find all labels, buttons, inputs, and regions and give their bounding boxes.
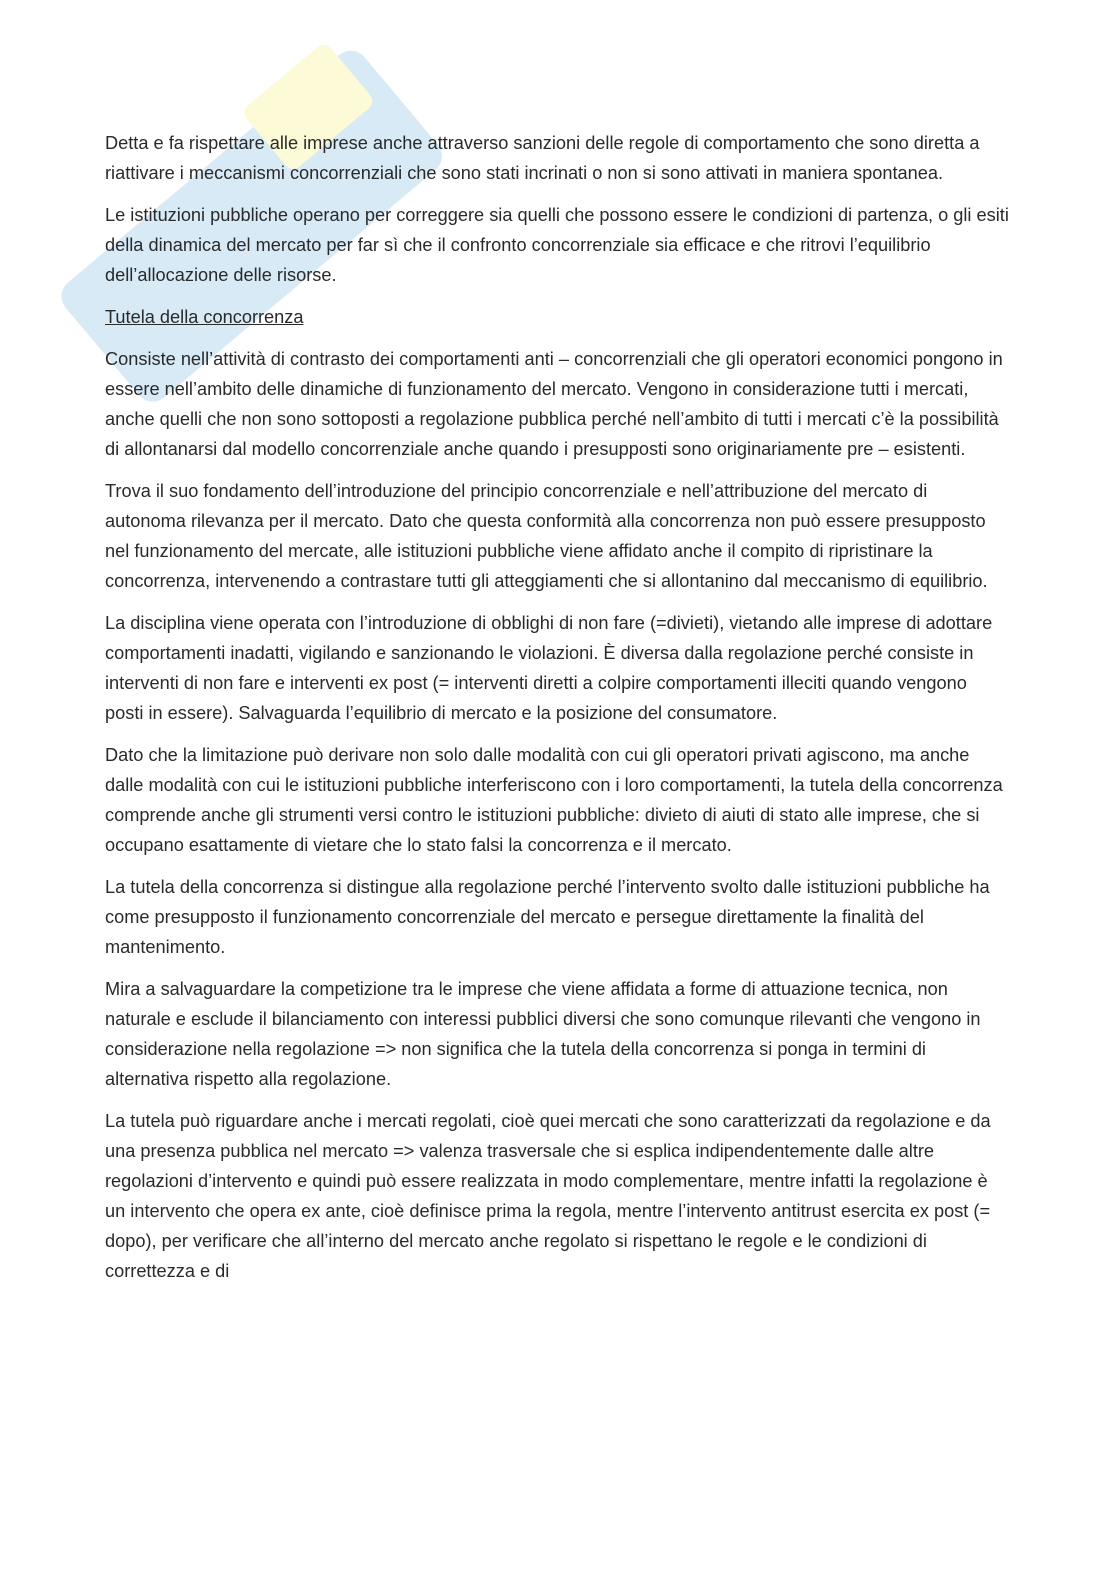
section-heading-tutela: Tutela della concorrenza	[105, 307, 304, 327]
document-page	[105, 128, 1010, 1298]
paragraph-6: Dato che la limitazione può derivare non solo dalle modalità con cui gli operatori privati agiscono, ma anche dalle modalità con cui le istituzioni pubbliche interferiscono con i loro comportamenti, la tutela della concorrenza comprende anche gli strumenti versi contro le istituzioni pubbliche: divieto di aiuti di stato alle imprese, che si occupano esattamente di vietare che lo stato falsi la concorrenza e il mercato.	[105, 745, 1003, 855]
paragraph-4: Trova il suo fondamento dell’introduzione del principio concorrenziale e nell’attribuzione del mercato di autonoma rilevanza per il mercato. Dato che questa conformità alla concorrenza non può essere presupposto nel funzionamento del mercate, alle istituzioni pubbliche viene affidato anche il compito di ripristinare la concorrenza, intervenendo a contrastare tutti gli atteggiamenti che si allontanino dal meccanismo di equilibrio.	[105, 481, 988, 591]
paragraph-8: Mira a salvaguardare la competizione tra le imprese che viene affidata a forme di attuazione tecnica, non naturale e esclude il bilanciamento con interessi pubblici diversi che sono comunque rilevanti che vengono in considerazione nella regolazione => non significa che la tutela della concorrenza si ponga in termini di alternativa rispetto alla regolazione.	[105, 979, 981, 1089]
paragraph-1: Detta e fa rispettare alle imprese anche attraverso sanzioni delle regole di comportamento che sono diretta a riattivare i meccanismi concorrenziali che sono stati incrinati o non si sono attivati in maniera spontanea.	[105, 133, 980, 183]
paragraph-5: La disciplina viene operata con l’introduzione di obblighi di non fare (=divieti), vietando alle imprese di adottare comportamenti inadatti, vigilando e sanzionando le violazioni. È diversa dalla regolazione perché consiste in interventi di non fare e interventi ex post (= interventi diretti a colpire comportamenti illeciti quando vengono posti in essere). Salvaguarda l’equilibrio di mercato e la posizione del consumatore.	[105, 613, 993, 723]
paragraph-3: Consiste nell’attività di contrasto dei comportamenti anti – concorrenziali che gli operatori economici pongono in essere nell’ambito delle dinamiche di funzionamento del mercato. Vengono in considerazione tutti i mercati, anche quelli che non sono sottoposti a regolazione pubblica perché nell’ambito di tutti i mercati c’è la possibilità di allontanarsi dal modello concorrenziale anche quando i presupposti sono originariamente pre – esistenti.	[105, 349, 1003, 459]
paragraph-7: La tutela della concorrenza si distingue alla regolazione perché l’intervento svolto dalle istituzioni pubbliche ha come presupposto il funzionamento concorrenziale del mercato e persegue direttamente la finalità del mantenimento.	[105, 877, 990, 957]
paragraph-9: La tutela può riguardare anche i mercati regolati, cioè quei mercati che sono caratterizzati da regolazione e da una presenza pubblica nel mercato => valenza trasversale che si esplica indipendentemente dalle altre regolazioni d’intervento e quindi può essere realizzata in modo complementare, mentre infatti la regolazione è un intervento che opera ex ante, cioè definisce prima la regola, mentre l’intervento antitrust esercita ex post (= dopo), per verificare che all’interno del mercato anche regolato si rispettano le regole e le condizioni di correttezza e di	[105, 1111, 991, 1281]
paragraph-2: Le istituzioni pubbliche operano per correggere sia quelli che possono essere le condizioni di partenza, o gli esiti della dinamica del mercato per far sì che il confronto concorrenziale sia efficace e che ritrovi l’equilibrio dell’allocazione delle risorse.	[105, 205, 1009, 285]
